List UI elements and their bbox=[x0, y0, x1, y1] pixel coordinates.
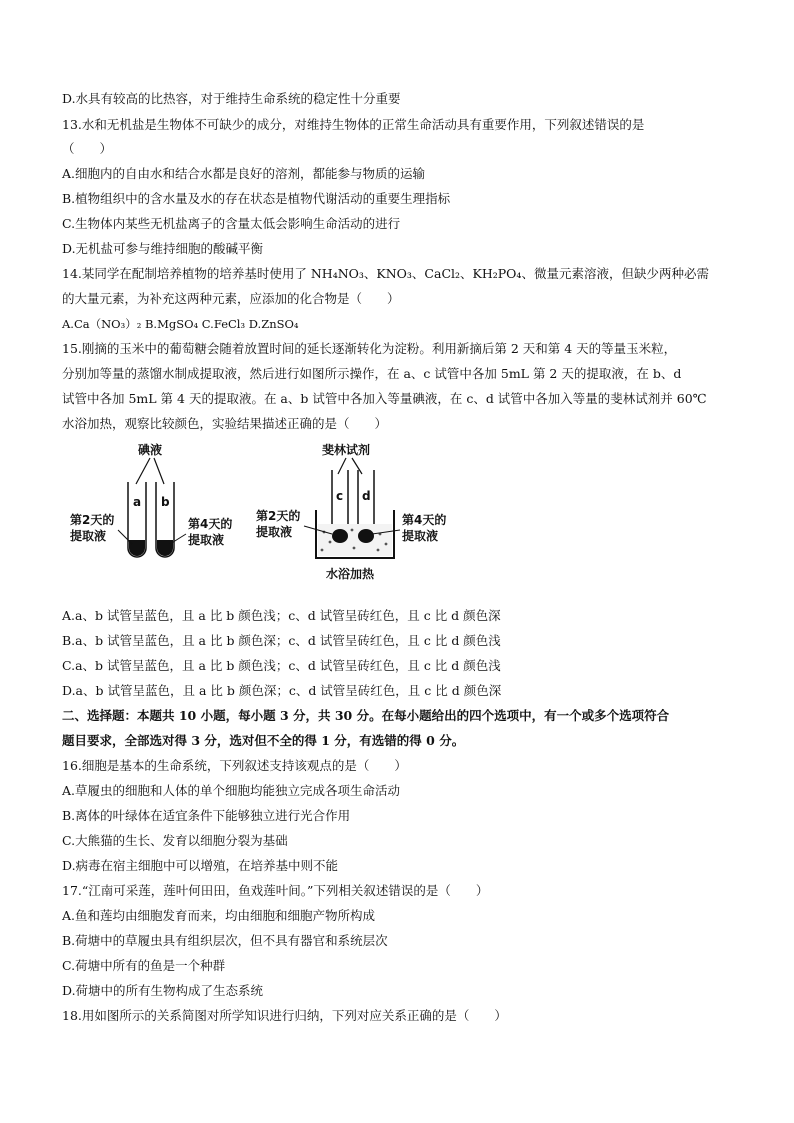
q15-option-b: B.a、b 试管呈蓝色，且 a 比 b 颜色深；c、d 试管呈砖红色，且 c 比 d 颜色浅 bbox=[62, 633, 501, 648]
q13-stem: 13.水和无机盐是生物体不可缺少的成分，对维持生物体的正常生命活动具有重要作用，下列叙述错误的是 bbox=[62, 117, 645, 132]
tube-b-label: b bbox=[161, 495, 170, 509]
q15-option-c: C.a、b 试管呈蓝色，且 a 比 b 颜色浅；c、d 试管呈砖红色，且 c 比 d 颜色浅 bbox=[62, 658, 501, 673]
d-day4-label-1: 第4天的 bbox=[402, 513, 447, 527]
c-day2-label-1: 第2天的 bbox=[256, 509, 301, 523]
tube-c-label: c bbox=[336, 489, 344, 503]
water-bath-label: 水浴加热 bbox=[326, 567, 375, 581]
day4-label-2: 提取液 bbox=[188, 533, 225, 547]
q16-option-b: B.离体的叶绿体在适宜条件下能够独立进行光合作用 bbox=[62, 808, 351, 823]
q15-stem-3: 试管中各加 5mL 第 4 天的提取液。在 a、b 试管中各加入等量碘液，在 c、d 试管中各加入等量的斐林试剂并 60℃ bbox=[62, 391, 707, 406]
q13-paren: （ ） bbox=[62, 141, 113, 156]
fehling-label: 斐林试剂 bbox=[322, 443, 371, 457]
q13-option-a: A.细胞内的自由水和结合水都是良好的溶剂，都能参与物质的运输 bbox=[62, 166, 426, 181]
q16-option-d: D.病毒在宿主细胞中可以增殖，在培养基中则不能 bbox=[62, 858, 339, 873]
q13-option-c: C.生物体内某些无机盐离子的含量太低会影响生命活动的进行 bbox=[62, 216, 401, 231]
q17-option-c: C.荷塘中所有的鱼是一个种群 bbox=[62, 958, 226, 973]
q16-option-c: C.大熊猫的生长、发育以细胞分裂为基础 bbox=[62, 833, 288, 848]
q18-stem: 18.用如图所示的关系简图对所学知识进行归纳，下列对应关系正确的是（ ） bbox=[62, 1008, 507, 1023]
q14-stem-1: 14.某同学在配制培养植物的培养基时使用了 NH₄NO₃、KNO₃、CaCl₂、KH₂PO₄、微量元素溶液，但缺少两种必需 bbox=[62, 266, 709, 281]
q15-stem-4: 水浴加热，观察比较颜色，实验结果描述正确的是（ ） bbox=[62, 416, 388, 431]
day2-label-2: 提取液 bbox=[70, 529, 107, 543]
iodine-label: 碘液 bbox=[138, 443, 163, 457]
test-tube-figure bbox=[60, 440, 480, 600]
q17-option-b: B.荷塘中的草履虫具有组织层次，但不具有器官和系统层次 bbox=[62, 933, 388, 948]
day4-label-1: 第4天的 bbox=[188, 517, 233, 531]
q15-option-d: D.a、b 试管呈蓝色，且 a 比 b 颜色深；c、d 试管呈砖红色，且 c 比 d 颜色深 bbox=[62, 683, 502, 698]
experiment-diagram bbox=[60, 440, 480, 600]
q13-option-d: D.无机盐可参与维持细胞的酸碱平衡 bbox=[62, 241, 264, 256]
q16-stem: 16.细胞是基本的生命系统，下列叙述支持该观点的是（ ） bbox=[62, 758, 407, 773]
section2-heading-1: 二、选择题：本题共 10 小题，每小题 3 分，共 30 分。在每小题给出的四个选项中，有一个或多个选项符合 bbox=[62, 708, 670, 723]
q14-options: A.Ca（NO₃）₂ B.MgSO₄ C.FeCl₃ D.ZnSO₄ bbox=[62, 317, 299, 331]
line-d12: D.水具有较高的比热容，对于维持生命系统的稳定性十分重要 bbox=[62, 91, 401, 106]
q17-stem: 17.“江南可采莲，莲叶何田田，鱼戏莲叶间。”下列相关叙述错误的是（ ） bbox=[62, 883, 489, 898]
tube-d-label: d bbox=[362, 489, 371, 503]
q16-option-a: A.草履虫的细胞和人体的单个细胞均能独立完成各项生命活动 bbox=[62, 783, 401, 798]
q17-option-a: A.鱼和莲均由细胞发育而来，均由细胞和细胞产物所构成 bbox=[62, 908, 376, 923]
q13-option-b: B.植物组织中的含水量及水的存在状态是植物代谢活动的重要生理指标 bbox=[62, 191, 451, 206]
q15-stem-2: 分别加等量的蒸馏水制成提取液，然后进行如图所示操作，在 a、c 试管中各加 5mL 第 2 天的提取液，在 b、d bbox=[62, 366, 682, 381]
tube-a-label: a bbox=[133, 495, 142, 509]
d-day4-label-2: 提取液 bbox=[402, 529, 439, 543]
day2-label-1: 第2天的 bbox=[70, 513, 115, 527]
section2-heading-2: 题目要求，全部选对得 3 分，选对但不全的得 1 分，有选错的得 0 分。 bbox=[62, 733, 465, 748]
c-day2-label-2: 提取液 bbox=[256, 525, 293, 539]
q17-option-d: D.荷塘中的所有生物构成了生态系统 bbox=[62, 983, 264, 998]
q15-option-a: A.a、b 试管呈蓝色，且 a 比 b 颜色浅；c、d 试管呈砖红色，且 c 比 d 颜色深 bbox=[62, 608, 501, 623]
q14-stem-2: 的大量元素，为补充这两种元素，应添加的化合物是（ ） bbox=[62, 291, 400, 306]
q15-stem-1: 15.刚摘的玉米中的葡萄糖会随着放置时间的延长逐渐转化为淀粉。利用新摘后第 2 天和第 4 天的等量玉米粒， bbox=[62, 341, 677, 356]
